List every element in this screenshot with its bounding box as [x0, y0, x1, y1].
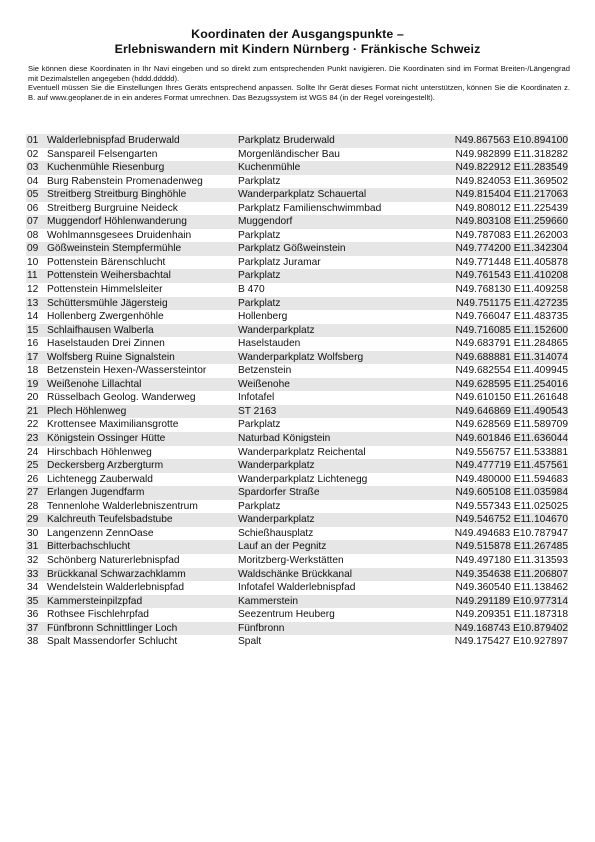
route-name: Königstein Ossinger Hütte [46, 432, 237, 446]
route-name: Plech Höhlenweg [46, 405, 237, 419]
coordinates: N49.494683 E10.787947 [454, 527, 568, 539]
coordinates: N49.610150 E11.261648 [455, 392, 568, 404]
row-number: 13 [26, 297, 46, 311]
row-number: 06 [27, 202, 39, 214]
route-name: Wohlmannsgesees Druidenhain [47, 229, 192, 241]
coordinates: N49.209351 E11.187318 [455, 609, 568, 621]
starting-point: Muggendorf [237, 215, 437, 229]
table-row [26, 351, 568, 365]
starting-point: Wanderparkplatz [237, 513, 437, 527]
route-name: Kammersteinpilzpfad [46, 595, 237, 609]
row-number: 05 [26, 188, 46, 202]
table-row [26, 568, 568, 582]
starting-point: Moritzberg-Werkstätten [238, 554, 344, 566]
starting-point: Betzenstein [238, 365, 292, 377]
table-row [26, 202, 568, 216]
coordinates: N49.354638 E11.206807 [437, 568, 568, 582]
table-row [26, 540, 568, 554]
intro-paragraph: Eventuell müssen Sie die Einstellungen Ihres Geräts entsprechend anpassen. Sollte Ihr Gerät dieses Format nicht unterstützen, können Sie die Koordinaten z. B. auf www.geoplaner.de in ein anderes Format umrechnen. Das Bezugssystem ist WGS 84 (in der Regel voreingestellt). [28, 83, 570, 102]
coordinates: N49.605108 E11.035984 [437, 486, 568, 500]
table-row [26, 473, 568, 487]
table-row [26, 622, 568, 636]
starting-point: Waldschänke Brückkanal [237, 568, 437, 582]
route-name: Schlaifhausen Walberla [46, 324, 237, 338]
route-name: Spalt Massendorfer Schlucht [47, 636, 178, 648]
table-row [26, 215, 568, 229]
coordinates: N49.360540 E11.138462 [455, 582, 568, 594]
route-name: Bitterbachschlucht [46, 540, 237, 554]
row-number: 18 [27, 365, 39, 377]
route-name: Gößweinstein Stempfermühle [46, 242, 237, 256]
table-row [26, 310, 568, 324]
coordinates: N49.716085 E11.152600 [437, 324, 568, 338]
table-row [26, 432, 568, 446]
starting-point: Parkplatz [237, 269, 437, 283]
coordinates: N49.688881 E11.314074 [437, 351, 568, 365]
table-row [26, 513, 568, 527]
row-number: 14 [27, 311, 39, 323]
row-number: 20 [27, 392, 39, 404]
starting-point: Wanderparkplatz Lichtenegg [238, 473, 368, 485]
row-number: 38 [27, 636, 39, 648]
starting-point: Parkplatz [238, 500, 281, 512]
table-row [26, 635, 568, 649]
starting-point: Wanderparkplatz [237, 324, 437, 338]
starting-point: Parkplatz Juramar [238, 256, 321, 268]
starting-point: Spalt [238, 636, 262, 648]
starting-point: Parkplatz [238, 229, 281, 241]
starting-point: Weißenohe [237, 378, 437, 392]
coordinates: N49.815404 E11.217063 [437, 188, 568, 202]
table-row [26, 364, 568, 378]
row-number: 15 [26, 324, 46, 338]
starting-point: Parkplatz Gößweinstein [237, 242, 437, 256]
route-name: Kuchenmühle Riesenburg [46, 161, 237, 175]
route-name: Kalchreuth Teufelsbadstube [46, 513, 237, 527]
coordinates: N49.771448 E11.405878 [455, 256, 568, 268]
starting-point: Parkplatz [238, 175, 281, 187]
table-row [26, 229, 568, 243]
row-number: 32 [27, 554, 39, 566]
table-row [26, 324, 568, 338]
starting-point: Naturbad Königstein [237, 432, 437, 446]
table-row [26, 297, 568, 311]
document-title-line-1: Koordinaten der Ausgangspunkte – [191, 27, 404, 41]
row-number: 33 [26, 568, 46, 582]
starting-point: Wanderparkplatz Wolfsberg [237, 351, 437, 365]
row-number: 35 [26, 595, 46, 609]
row-number: 03 [26, 161, 46, 175]
table-row [26, 418, 568, 432]
coordinates: N49.683791 E11.284865 [455, 338, 568, 350]
starting-point: Haselstauden [238, 338, 301, 350]
coordinates: N49.682554 E11.409945 [455, 365, 568, 377]
table-row [26, 283, 568, 297]
coordinates: N49.982899 E11.318282 [455, 148, 568, 160]
coordinates: N49.761543 E11.410208 [437, 269, 568, 283]
route-name: Langenzenn ZennOase [47, 527, 154, 539]
row-number: 37 [26, 622, 46, 636]
coordinates-table [26, 134, 568, 649]
starting-point: Wanderparkplatz Schauertal [237, 188, 437, 202]
table-row [26, 500, 568, 514]
coordinates: N49.822912 E11.283549 [437, 161, 568, 175]
table-row [26, 269, 568, 283]
row-number: 21 [26, 405, 46, 419]
row-number: 09 [26, 242, 46, 256]
coordinates: N49.787083 E11.262003 [455, 229, 568, 241]
coordinates: N49.774200 E11.342304 [437, 242, 568, 256]
table-row [26, 595, 568, 609]
table-row [26, 242, 568, 256]
starting-point: B 470 [238, 284, 265, 296]
coordinates: N49.766047 E11.483735 [455, 311, 568, 323]
row-number: 17 [26, 351, 46, 365]
table-row [26, 486, 568, 500]
route-name: Fünfbronn Schnittlinger Loch [46, 622, 237, 636]
row-number: 01 [26, 134, 46, 148]
route-name: Sanspareil Felsengarten [47, 148, 158, 160]
row-number: 23 [26, 432, 46, 446]
route-name: Burg Rabenstein Promenadenweg [47, 175, 203, 187]
starting-point: Schießhausplatz [238, 527, 314, 539]
row-number: 26 [27, 473, 39, 485]
coordinates: N49.168743 E10.879402 [437, 622, 568, 636]
row-number: 28 [27, 500, 39, 512]
table-row [26, 554, 568, 568]
route-name: Wendelstein Walderlebnispfad [47, 582, 185, 594]
route-name: Schönberg Naturerlebnispfad [47, 554, 180, 566]
coordinates: N49.601846 E11.636044 [437, 432, 568, 446]
row-number: 31 [26, 540, 46, 554]
route-name: Erlangen Jugendfarm [46, 486, 237, 500]
document-title-line-2: Erlebniswandern mit Kindern Nürnberg · Fränkische Schweiz [114, 42, 481, 56]
coordinates: N49.808012 E11.225439 [455, 202, 568, 214]
row-number: 08 [27, 229, 39, 241]
table-row [26, 134, 568, 148]
row-number: 29 [26, 513, 46, 527]
row-number: 24 [27, 446, 39, 458]
coordinates: N49.803108 E11.259660 [437, 215, 568, 229]
route-name: Streitberg Streitburg Binghöhle [46, 188, 237, 202]
row-number: 10 [27, 256, 39, 268]
route-name: Pottenstein Himmelsleiter [47, 284, 163, 296]
route-name: Rothsee Fischlehrpfad [47, 609, 149, 621]
route-name: Wolfsberg Ruine Signalstein [46, 351, 237, 365]
row-number: 04 [27, 175, 39, 187]
table-row [26, 337, 568, 351]
coordinates: N49.628569 E11.589709 [455, 419, 568, 431]
starting-point: Parkplatz [238, 419, 281, 431]
table-row [26, 256, 568, 270]
route-name: Krottensee Maximiliansgrotte [47, 419, 179, 431]
coordinates: N49.480000 E11.594683 [455, 473, 568, 485]
row-number: 19 [26, 378, 46, 392]
route-name: Schüttersmühle Jägersteig [46, 297, 237, 311]
coordinates: N49.557343 E11.025025 [455, 500, 568, 512]
table-row [26, 405, 568, 419]
table-row [26, 175, 568, 189]
coordinates: N49.646869 E11.490543 [437, 405, 568, 419]
table-row [26, 161, 568, 175]
starting-point: Infotafel [238, 392, 275, 404]
route-name: Deckersberg Arzbergturm [46, 459, 237, 473]
route-name: Tennenlohe Walderlebniszentrum [47, 500, 198, 512]
starting-point: Hollenberg [238, 311, 288, 323]
starting-point: Seezentrum Heuberg [238, 609, 335, 621]
coordinates: N49.497180 E11.313593 [455, 554, 568, 566]
table-row [26, 188, 568, 202]
row-number: 02 [27, 148, 39, 160]
coordinates: N49.556757 E11.533881 [455, 446, 568, 458]
route-name: Walderlebnispfad Bruderwald [46, 134, 237, 148]
coordinates: N49.751175 E11.427235 [437, 297, 568, 311]
starting-point: ST 2163 [237, 405, 437, 419]
row-number: 27 [26, 486, 46, 500]
starting-point: Parkplatz Familienschwimmbad [238, 202, 382, 214]
route-name: Brückkanal Schwarzachklamm [46, 568, 237, 582]
coordinates: N49.546752 E11.104670 [437, 513, 568, 527]
starting-point: Wanderparkplatz [237, 459, 437, 473]
table-row [26, 527, 568, 541]
starting-point: Wanderparkplatz Reichental [238, 446, 366, 458]
row-number: 07 [26, 215, 46, 229]
coordinates: N49.768130 E11.409258 [455, 284, 568, 296]
row-number: 36 [27, 609, 39, 621]
row-number: 22 [27, 419, 39, 431]
table-row [26, 446, 568, 460]
route-name: Muggendorf Höhlenwanderung [46, 215, 237, 229]
starting-point: Parkplatz Bruderwald [237, 134, 437, 148]
table-row [26, 608, 568, 622]
coordinates: N49.515878 E11.267485 [437, 540, 568, 554]
route-name: Rüsselbach Geolog. Wanderweg [47, 392, 196, 404]
row-number: 16 [27, 338, 39, 350]
starting-point: Kammerstein [237, 595, 437, 609]
route-name: Streitberg Burgruine Neideck [47, 202, 178, 214]
row-number: 30 [27, 527, 39, 539]
table-row [26, 459, 568, 473]
coordinates-table-body [26, 134, 568, 649]
route-name: Hirschbach Höhlenweg [47, 446, 152, 458]
route-name: Betzenstein Hexen-/Wassersteintor [47, 365, 207, 377]
row-number: 11 [26, 269, 46, 283]
coordinates: N49.824053 E11.369502 [455, 175, 568, 187]
table-row [26, 581, 568, 595]
starting-point: Fünfbronn [237, 622, 437, 636]
route-name: Lichtenegg Zauberwald [47, 473, 153, 485]
route-name: Haselstauden Drei Zinnen [47, 338, 165, 350]
table-row [26, 391, 568, 405]
route-name: Pottenstein Bärenschlucht [47, 256, 166, 268]
coordinates: N49.291189 E10.977314 [437, 595, 568, 609]
table-row [26, 148, 568, 162]
starting-point: Kuchenmühle [237, 161, 437, 175]
starting-point: Parkplatz [237, 297, 437, 311]
route-name: Weißenohe Lillachtal [46, 378, 237, 392]
row-number: 12 [27, 284, 39, 296]
starting-point: Morgenländischer Bau [238, 148, 340, 160]
intro-paragraph: Sie können diese Koordinaten in Ihr Navi eingeben und so direkt zum entsprechenden Punkt navigieren. Die Koordinaten sind im Format Breiten-/Längengrad mit Dezimalstellen angegeben (hddd.ddddd). [28, 64, 570, 83]
row-number: 25 [26, 459, 46, 473]
intro-text [28, 64, 570, 102]
coordinates: N49.175427 E10.927897 [454, 636, 568, 648]
coordinates: N49.477719 E11.457561 [437, 459, 568, 473]
route-name: Hollenberg Zwergenhöhle [47, 311, 164, 323]
starting-point: Infotafel Walderlebnispfad [238, 582, 356, 594]
route-name: Pottenstein Weihersbachtal [46, 269, 237, 283]
coordinates: N49.628595 E11.254016 [437, 378, 568, 392]
row-number: 34 [27, 582, 39, 594]
starting-point: Spardorfer Straße [237, 486, 437, 500]
table-row [26, 378, 568, 392]
coordinates: N49.867563 E10.894100 [437, 134, 568, 148]
starting-point: Lauf an der Pegnitz [237, 540, 437, 554]
